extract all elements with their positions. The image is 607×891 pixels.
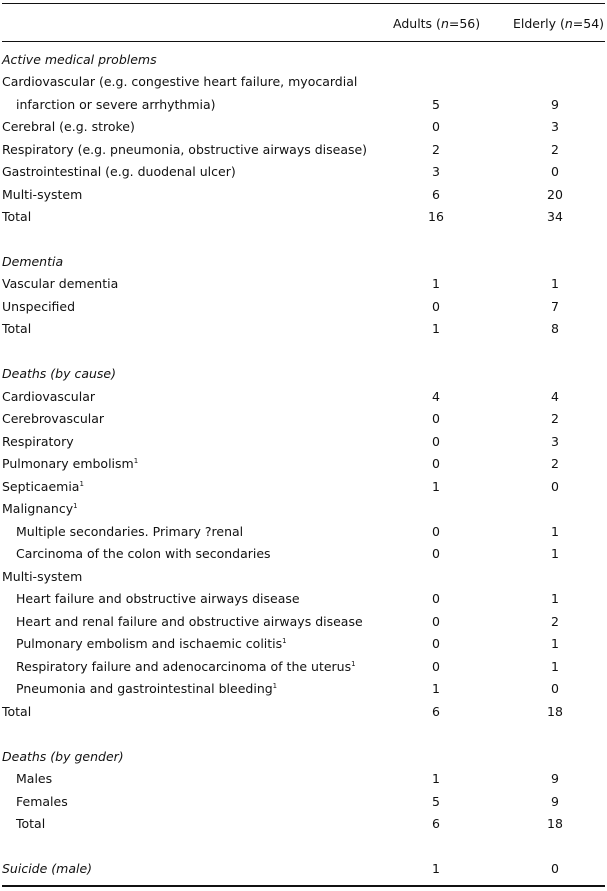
bottom-rule xyxy=(2,885,605,887)
table-row xyxy=(0,771,607,793)
table-row xyxy=(0,524,607,546)
table-row xyxy=(0,681,607,703)
adults-value: 1 xyxy=(432,479,440,494)
row-label-text: Cardiovascular (e.g. congestive heart failure, myocardial xyxy=(2,74,358,89)
elderly-value: 20 xyxy=(547,187,563,202)
adults-value: 1 xyxy=(432,276,440,291)
row-label xyxy=(16,97,216,112)
footnote-marker: 1 xyxy=(351,660,356,668)
row-label xyxy=(16,816,45,831)
row-label xyxy=(2,142,367,157)
row-label-text: Pulmonary embolism xyxy=(2,456,134,471)
table-row xyxy=(0,411,607,433)
row-label xyxy=(16,659,356,674)
header-elderly xyxy=(513,16,604,31)
footnote-marker: 1 xyxy=(282,637,287,645)
adults-value: 6 xyxy=(432,816,440,831)
table-row xyxy=(0,97,607,119)
row-label-text: Cerebrovascular xyxy=(2,411,105,426)
adults-value: 1 xyxy=(432,771,440,786)
row-label-text: infarction or severe arrhythmia) xyxy=(16,97,216,112)
row-label xyxy=(2,456,138,471)
adults-value: 0 xyxy=(432,119,440,134)
table-row xyxy=(0,794,607,816)
row-label-text: Deaths (by cause) xyxy=(2,366,117,381)
row-label xyxy=(2,411,104,426)
section-row xyxy=(0,861,607,883)
adults-value: 0 xyxy=(432,546,440,561)
row-label-text: Respiratory failure and adenocarcinoma of the uterus xyxy=(16,659,352,674)
row-label xyxy=(16,614,363,629)
adults-value: 0 xyxy=(432,524,440,539)
header-elderly-n: n xyxy=(564,16,573,31)
row-label xyxy=(2,209,31,224)
table-row xyxy=(0,434,607,456)
elderly-value: 9 xyxy=(551,97,559,112)
table-row xyxy=(0,276,607,298)
adults-value: 0 xyxy=(432,659,440,674)
row-label-text: Total xyxy=(16,816,46,831)
adults-value: 5 xyxy=(432,97,440,112)
table-row xyxy=(0,501,607,523)
row-label-text: Deaths (by gender) xyxy=(2,749,124,764)
footnote-marker: 1 xyxy=(79,480,84,488)
table-row xyxy=(0,321,607,343)
row-label-text: Pneumonia and gastrointestinal bleeding xyxy=(16,681,273,696)
adults-value: 5 xyxy=(432,794,440,809)
elderly-value: 34 xyxy=(547,209,563,224)
row-label xyxy=(2,434,74,449)
elderly-value: 2 xyxy=(551,614,559,629)
row-label xyxy=(16,546,271,561)
top-rule xyxy=(2,3,605,4)
elderly-value: 18 xyxy=(547,704,563,719)
row-label xyxy=(16,771,52,786)
elderly-value: 0 xyxy=(551,861,559,876)
adults-value: 1 xyxy=(432,681,440,696)
row-label-text: Cerebral (e.g. stroke) xyxy=(2,119,135,134)
elderly-value: 0 xyxy=(551,681,559,696)
table-row xyxy=(0,614,607,636)
row-label-text: Gastrointestinal (e.g. duodenal ulcer) xyxy=(2,164,236,179)
adults-value: 4 xyxy=(432,389,440,404)
section-heading xyxy=(2,254,63,269)
row-label xyxy=(2,119,135,134)
elderly-value: 1 xyxy=(551,591,559,606)
row-label xyxy=(16,794,68,809)
section-heading xyxy=(2,366,116,381)
table-row xyxy=(0,389,607,411)
adults-value: 0 xyxy=(432,299,440,314)
row-label xyxy=(2,74,357,89)
header-elderly-pre: Elderly ( xyxy=(513,16,565,31)
row-label-text: Respiratory xyxy=(2,434,74,449)
table-row xyxy=(0,142,607,164)
adults-value: 0 xyxy=(432,411,440,426)
row-label xyxy=(2,321,31,336)
row-label xyxy=(16,524,243,539)
table-row xyxy=(0,74,607,96)
row-label xyxy=(2,164,236,179)
row-label-text: Total xyxy=(2,209,32,224)
row-label-text: Total xyxy=(2,321,32,336)
table-row xyxy=(0,546,607,568)
row-label xyxy=(2,276,118,291)
row-label-text: Malignancy xyxy=(2,501,74,516)
elderly-value: 2 xyxy=(551,456,559,471)
adults-value: 1 xyxy=(432,321,440,336)
row-label-text: Cardiovascular xyxy=(2,389,95,404)
elderly-value: 4 xyxy=(551,389,559,404)
row-label-text: Males xyxy=(16,771,53,786)
adults-value: 0 xyxy=(432,434,440,449)
row-label xyxy=(2,389,95,404)
row-label-text: Multiple secondaries. Primary ?renal xyxy=(16,524,244,539)
row-label-text: Active medical problems xyxy=(2,52,157,67)
row-label xyxy=(16,591,300,606)
elderly-value: 1 xyxy=(551,546,559,561)
elderly-value: 1 xyxy=(551,659,559,674)
row-label-text: Females xyxy=(16,794,68,809)
adults-value: 2 xyxy=(432,142,440,157)
section-row xyxy=(0,254,607,276)
adults-value: 6 xyxy=(432,187,440,202)
adults-value: 16 xyxy=(428,209,444,224)
elderly-value: 2 xyxy=(551,142,559,157)
adults-value: 6 xyxy=(432,704,440,719)
header-adults xyxy=(393,16,480,31)
section-row xyxy=(0,749,607,771)
elderly-value: 8 xyxy=(551,321,559,336)
section-heading xyxy=(2,861,92,876)
adults-value: 0 xyxy=(432,636,440,651)
table-row xyxy=(0,659,607,681)
row-label xyxy=(2,569,82,584)
row-label-text: Dementia xyxy=(2,254,64,269)
elderly-value: 1 xyxy=(551,636,559,651)
row-label xyxy=(16,681,277,696)
adults-value: 0 xyxy=(432,614,440,629)
row-label xyxy=(2,501,78,516)
table-row xyxy=(0,299,607,321)
header-adults-pre: Adults ( xyxy=(393,16,441,31)
table-row xyxy=(0,187,607,209)
elderly-value: 9 xyxy=(551,794,559,809)
row-label-text: Heart and renal failure and obstructive airways disease xyxy=(16,614,363,629)
row-label xyxy=(16,636,287,651)
elderly-value: 0 xyxy=(551,479,559,494)
elderly-value: 1 xyxy=(551,276,559,291)
row-label-text: Pulmonary embolism and ischaemic colitis xyxy=(16,636,283,651)
table-row xyxy=(0,164,607,186)
section-row xyxy=(0,366,607,388)
adults-value: 0 xyxy=(432,456,440,471)
elderly-value: 3 xyxy=(551,119,559,134)
row-label-text: Multi-system xyxy=(2,187,83,202)
row-label xyxy=(2,299,75,314)
footnote-marker: 1 xyxy=(272,682,278,690)
row-label-text: Total xyxy=(2,704,32,719)
table-row xyxy=(0,479,607,501)
header-rule xyxy=(2,41,605,42)
adults-value: 1 xyxy=(432,861,440,876)
elderly-value: 2 xyxy=(551,411,559,426)
elderly-value: 1 xyxy=(551,524,559,539)
elderly-value: 3 xyxy=(551,434,559,449)
header-elderly-post: =54) xyxy=(572,16,605,31)
table-row xyxy=(0,816,607,838)
row-label-text: Unspecified xyxy=(2,299,76,314)
table-row xyxy=(0,569,607,591)
table-row xyxy=(0,704,607,726)
section-heading xyxy=(2,52,157,67)
table-row xyxy=(0,636,607,658)
footnote-marker: 1 xyxy=(73,502,78,510)
row-label xyxy=(2,704,31,719)
section-row xyxy=(0,52,607,74)
footnote-marker: 1 xyxy=(133,457,139,465)
row-label-text: Septicaemia xyxy=(2,479,80,494)
row-label-text: Multi-system xyxy=(2,569,83,584)
section-heading xyxy=(2,749,124,764)
adults-value: 0 xyxy=(432,591,440,606)
elderly-value: 9 xyxy=(551,771,559,786)
elderly-value: 0 xyxy=(551,164,559,179)
header-adults-n: n xyxy=(440,16,449,31)
header-adults-post: =56) xyxy=(448,16,481,31)
row-label-text: Carcinoma of the colon with secondaries xyxy=(16,546,271,561)
row-label xyxy=(2,187,82,202)
elderly-value: 18 xyxy=(547,816,563,831)
adults-value: 3 xyxy=(432,164,440,179)
row-label-text: Heart failure and obstructive airways disease xyxy=(16,591,300,606)
table-row xyxy=(0,209,607,231)
table-row xyxy=(0,591,607,613)
table-row xyxy=(0,119,607,141)
row-label-text: Vascular dementia xyxy=(2,276,119,291)
row-label-text: Respiratory (e.g. pneumonia, obstructive airways disease) xyxy=(2,142,368,157)
row-label xyxy=(2,479,84,494)
row-label-text: Suicide (male) xyxy=(2,861,93,876)
elderly-value: 7 xyxy=(551,299,559,314)
table-row xyxy=(0,456,607,478)
